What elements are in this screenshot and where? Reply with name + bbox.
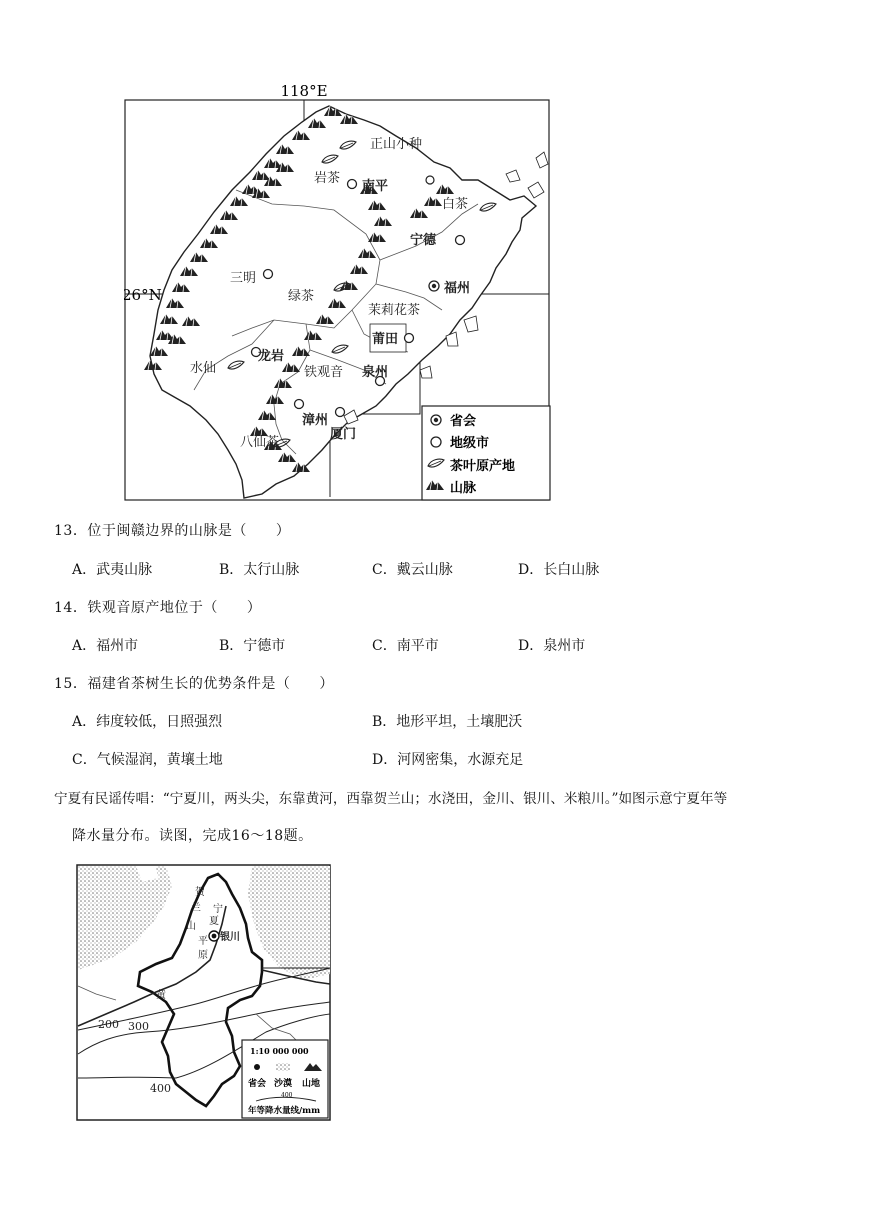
q15-option-b[interactable]: B．地形平坦，土壤肥沃 <box>372 714 523 730</box>
legend-mountain-2: 山地 <box>302 1079 321 1089</box>
lon-label: 118°E <box>280 84 328 100</box>
q13-option-c[interactable]: C．戴云山脉 <box>372 562 453 578</box>
q14-option-d[interactable]: D．泉州市 <box>518 638 586 654</box>
label-nanping: 南平 <box>362 179 389 194</box>
label-iso200: 200 <box>98 1018 119 1031</box>
label-zhengshan: 正山小种 <box>370 137 423 152</box>
legend-iso-caption: 年等降水量线/mm <box>248 1106 321 1116</box>
q15-option-a[interactable]: A．纬度较低，日照强烈 <box>72 714 223 730</box>
passage-line-1: 宁夏有民谣传唱：“宁夏川，两头尖，东靠黄河，西靠贺兰山；水浇田，金川、银川、米粮川。”如图示意宁夏年等 <box>54 791 728 807</box>
label-sanming: 三明 <box>230 271 257 286</box>
legend-capital: 省会 <box>450 414 477 429</box>
label-helan-2: 兰 <box>191 903 201 914</box>
label-yancha: 岩茶 <box>314 171 341 186</box>
label-quanzhou: 泉州 <box>362 365 389 380</box>
label-ningde: 宁德 <box>410 233 437 248</box>
label-tieguanyin: 铁观音 <box>304 365 344 380</box>
legend-tea: 茶叶原产地 <box>450 459 516 474</box>
q13-option-b[interactable]: B．太行山脉 <box>219 562 300 578</box>
label-iso400: 400 <box>150 1082 171 1095</box>
passage-line-2: 降水量分布。读图，完成16～18题。 <box>72 828 313 844</box>
label-shuixian: 水仙 <box>190 361 217 376</box>
label-lvcha: 绿茶 <box>288 289 315 304</box>
q14-option-b[interactable]: B．宁德市 <box>219 638 286 654</box>
map1-legend <box>422 406 550 500</box>
fujian-tea-map <box>124 84 560 504</box>
label-ning: 宁 <box>213 904 223 915</box>
map2-legend <box>242 1040 328 1118</box>
lat-label: 26°N <box>124 286 162 304</box>
label-fuzhou: 福州 <box>444 281 471 296</box>
label-molihua: 茉莉花茶 <box>368 303 421 318</box>
label-helan-3: 山 <box>186 921 196 932</box>
question-13: 13．位于闽赣边界的山脉是（ ） <box>54 523 291 539</box>
q14-option-c[interactable]: C．南平市 <box>372 638 439 654</box>
label-baicha: 白茶 <box>442 197 469 212</box>
legend-mountain: 山脉 <box>450 481 477 496</box>
q15-option-c[interactable]: C．气候湿润，黄壤土地 <box>72 752 223 768</box>
label-putian: 莆田 <box>372 332 399 347</box>
label-ping: 平 <box>198 936 208 947</box>
label-baxian: 八仙茶 <box>240 435 280 450</box>
legend-city: 地级市 <box>450 436 490 451</box>
legend-scale: 1:10 000 000 <box>250 1046 309 1056</box>
label-iso300: 300 <box>128 1020 149 1033</box>
q13-option-a[interactable]: A．武夷山脉 <box>72 562 153 578</box>
label-huang: 黄 <box>156 990 166 1001</box>
legend-iso-sample: 400 <box>281 1092 293 1099</box>
question-15: 15．福建省茶树生长的优势条件是（ ） <box>54 676 334 692</box>
label-xiamen: 厦门 <box>330 427 357 442</box>
question-14: 14．铁观音原产地位于（ ） <box>54 600 262 616</box>
label-yuan: 原 <box>198 950 208 961</box>
legend-desert: 沙漠 <box>274 1079 293 1089</box>
q15-option-d[interactable]: D．河网密集，水源充足 <box>372 752 524 768</box>
label-helan-1: 贺 <box>195 887 205 898</box>
legend-capital-2: 省会 <box>248 1079 267 1089</box>
label-zhangzhou: 漳州 <box>302 413 329 428</box>
q14-option-a[interactable]: A．福州市 <box>72 638 139 654</box>
label-longyan: 龙岩 <box>258 349 285 364</box>
label-xia: 夏 <box>209 916 219 927</box>
label-yinchuan: 银川 <box>220 932 240 943</box>
q13-option-d[interactable]: D．长白山脉 <box>518 562 600 578</box>
ningxia-precip-map <box>76 864 332 1122</box>
